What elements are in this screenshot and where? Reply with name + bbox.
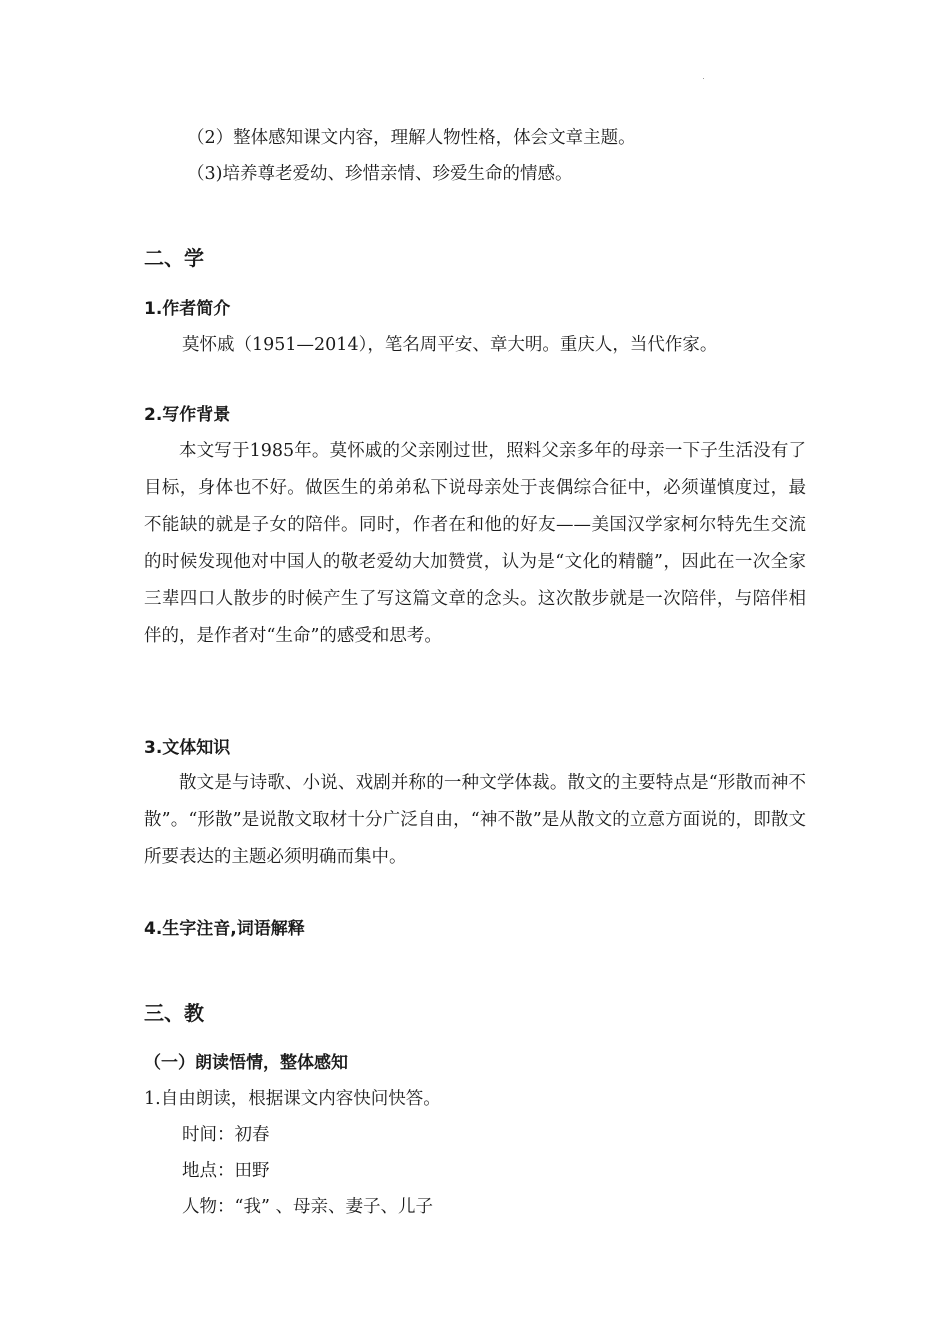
writing-background-text: 本文写于1985年。莫怀戚的父亲刚过世，照料父亲多年的母亲一下子生活没有了目标，身体也不好。做医生的弟弟私下说母亲处于丧偶综合征中，必须谨慎度过，最不能缺的就是子女的陪伴。同时，作者在和他的好友——美国汉学家柯尔特先生交流的时候发现他对中国人的敬老爱幼大加赞赏，认为是“文化的精髓”，因此在一次全家三辈四口人散步的时候产生了写这篇文章的念头。这次散步就是一次陪伴，与陪伴相伴的，是作者对“生命”的感受和思考。 — [144, 441, 806, 646]
answer-people: 人物：“我” 、母亲、妻子、儿子 — [182, 1197, 433, 1217]
answer-place: 地点：田野 — [182, 1161, 270, 1181]
genre-knowledge-text: 散文是与诗歌、小说、戏剧并称的一种文学体裁。散文的主要特点是“形散而神不散”。“形散”是说散文取材十分广泛自由，“神不散”是从散文的立意方面说的，即散文所要表达的主题必须明确而集中。 — [144, 773, 806, 867]
author-intro-text: 莫怀戚（1951—2014），笔名周平安、章大明。重庆人，当代作家。 — [182, 335, 718, 355]
page-speck — [703, 78, 704, 79]
objective-item-2: （2）整体感知课文内容，理解人物性格，体会文章主题。 — [187, 128, 636, 148]
heading-reading-part1: （一）朗读悟情，整体感知 — [144, 1053, 348, 1073]
section-title-jiao: 三、教 — [144, 1001, 204, 1025]
question-quick-answer: 1.自由朗读，根据课文内容快问快答。 — [144, 1089, 441, 1109]
heading-vocabulary: 4.生字注音,词语解释 — [144, 919, 305, 939]
answer-time: 时间：初春 — [182, 1125, 270, 1145]
heading-author-intro: 1.作者简介 — [144, 299, 231, 319]
heading-writing-background: 2.写作背景 — [144, 405, 231, 425]
section-title-xue: 二、学 — [144, 246, 204, 270]
objective-item-3: （3)培养尊老爱幼、珍惜亲情、珍爱生命的情感。 — [187, 164, 573, 184]
heading-genre-knowledge: 3.文体知识 — [144, 738, 231, 758]
